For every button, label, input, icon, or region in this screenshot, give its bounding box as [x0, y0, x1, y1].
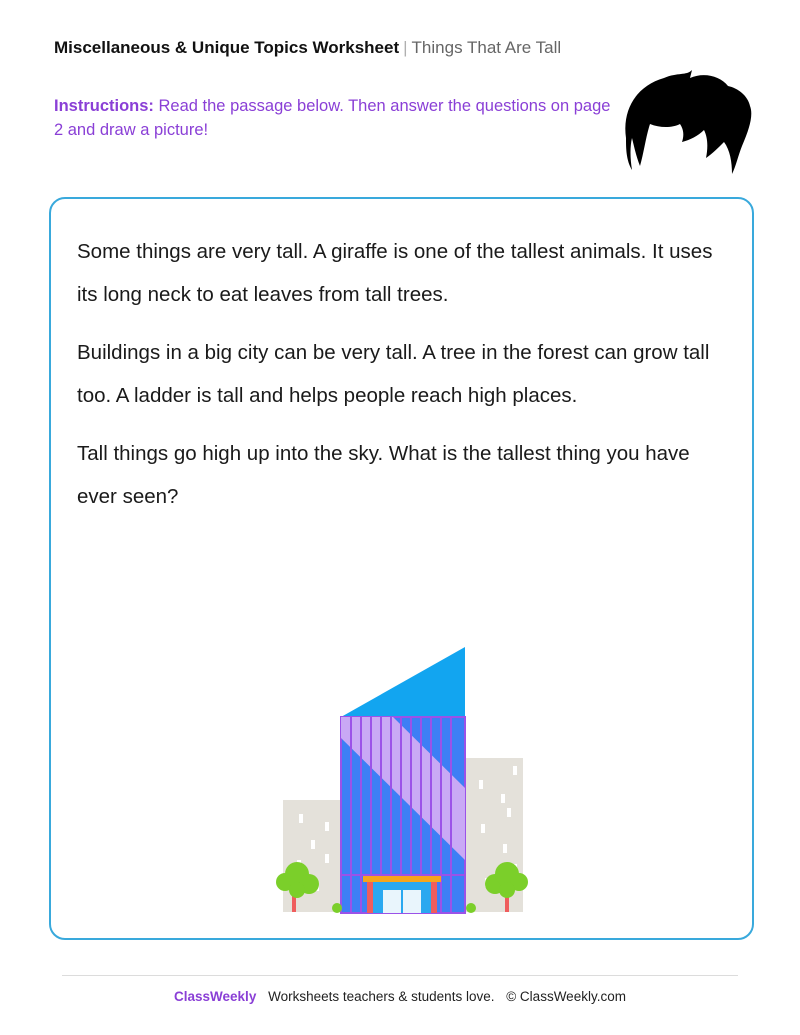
passage-paragraph-3: Tall things go high up into the sky. What is the tallest thing you have ever seen? [77, 442, 690, 508]
instructions-text: Read the passage below. Then answer the questions on page 2 and draw a picture! [54, 97, 611, 139]
passage-paragraph-2: Buildings in a big city can be very tall. A tree in the forest can grow tall too. A ladder is tall and helps people reach high places. [77, 341, 710, 407]
worksheet-subtitle: Things That Are Tall [411, 38, 562, 57]
tall-building-illustration [275, 646, 535, 914]
footer-tagline: Worksheets teachers & students love. [268, 989, 495, 1004]
title-separator: | [403, 38, 408, 57]
worksheet-title: Miscellaneous & Unique Topics Worksheet [54, 38, 400, 57]
instructions-label: Instructions: [54, 97, 154, 115]
instructions [54, 94, 614, 142]
reading-passage [77, 231, 717, 534]
passage-paragraph-1: Some things are very tall. A giraffe is one of the tallest animals. It uses its long neck to eat leaves from tall trees. [77, 240, 713, 306]
worksheet-header [54, 38, 561, 58]
footer [0, 989, 800, 1004]
footer-brand: ClassWeekly [174, 989, 257, 1004]
footer-divider [62, 975, 738, 976]
passage-box [49, 197, 754, 940]
hair-icon [620, 66, 754, 180]
footer-copyright: © ClassWeekly.com [506, 989, 626, 1004]
